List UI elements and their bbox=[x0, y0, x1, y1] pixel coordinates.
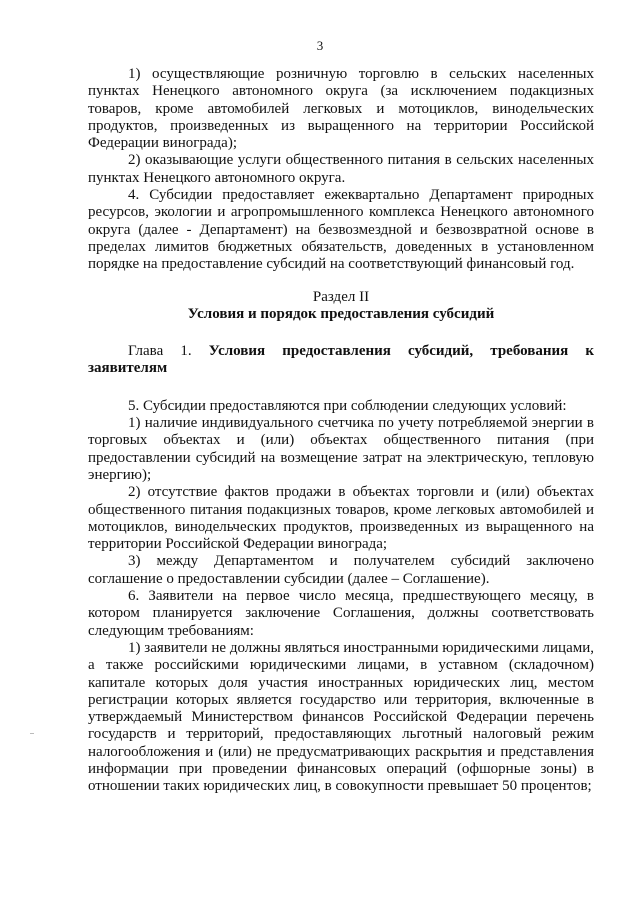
paragraph-body-1: 5. Субсидии предоставляются при соблюдении следующих условий: bbox=[128, 397, 567, 414]
section-title: Условия и порядок предоставления субсидий bbox=[187, 305, 495, 322]
document-body bbox=[88, 66, 594, 796]
chapter-title: Условия предоставления субсидий, требования к заявителям bbox=[88, 343, 595, 377]
section-label: Раздел II bbox=[312, 288, 370, 305]
spacer bbox=[88, 378, 594, 398]
paragraph-top-3: 4. Субсидии предоставляет ежеквартально Департамент природных ресурсов, экологии и агропромышленного комплекса Ненецкого автономного округа (далее - Департамент) на безвозмездной и безвозвратной основе в пределах лимитов бюджетных обязательств, доведенных в установленном порядке на предоставление субсидий на соответствующий финансовый год. bbox=[88, 187, 594, 273]
paragraph-body-6: 1) заявители не должны являться иностранными юридическими лицами, а также российскими юридическими лицами, в уставном (складочном) капитале которых доля участия иностранных юридических лиц, местом регистрации которых является государство или территория, включенные в утверждаемый Министерством финансов Российской Федерации перечень государств и территорий, предоставляющих льготный налоговый режим налогообложения и (или) не предусматривающих раскрытия и представления информации при проведении финансовых операций (офшорные зоны) в отношении таких юридических лиц, в совокупности превышает 50 процентов; bbox=[88, 639, 594, 795]
paragraph-body-3: 2) отсутствие фактов продажи в объектах торговли и (или) объектах общественного питания подакцизных товаров, кроме легковых автомобилей и мотоциклов, винодельческих продуктов, произведенных из выращенного на территории Российской Федерации винограда; bbox=[88, 484, 594, 553]
spacer bbox=[88, 323, 594, 343]
margin-mark bbox=[30, 733, 34, 734]
paragraph-top-2: 2) оказывающие услуги общественного питания в сельских населенных пунктах Ненецкого автономного округа. bbox=[88, 152, 594, 186]
chapter-prefix: Глава 1. bbox=[128, 343, 192, 360]
chapter-heading bbox=[88, 343, 594, 378]
paragraph-body-2: 1) наличие индивидуального счетчика по учету потребляемой энергии в торговых объектах и (или) объектах общественного питания (при предоставлении субсидий на возмещение затрат на электрическую, тепловую энергию); bbox=[88, 415, 594, 483]
paragraph-top-1: 1) осуществляющие розничную торговлю в сельских населенных пунктах Ненецкого автономного округа (за исключением подакцизных товаров, кроме автомобилей легковых и мотоциклов, винодельческих продуктов, произведенных из выращенного на территории Российской Федерации винограда); bbox=[88, 66, 594, 152]
page-number: 3 bbox=[316, 38, 324, 53]
paragraph-body-5: 6. Заявители на первое число месяца, предшествующего месяцу, в котором планируется заключение Соглашения, должны соответствовать следующим требованиям: bbox=[88, 588, 594, 639]
spacer bbox=[88, 274, 594, 289]
paragraph-body-4: 3) между Департаментом и получателем субсидий заключено соглашение о предоставлении субсидии (далее – Соглашение). bbox=[88, 553, 594, 587]
